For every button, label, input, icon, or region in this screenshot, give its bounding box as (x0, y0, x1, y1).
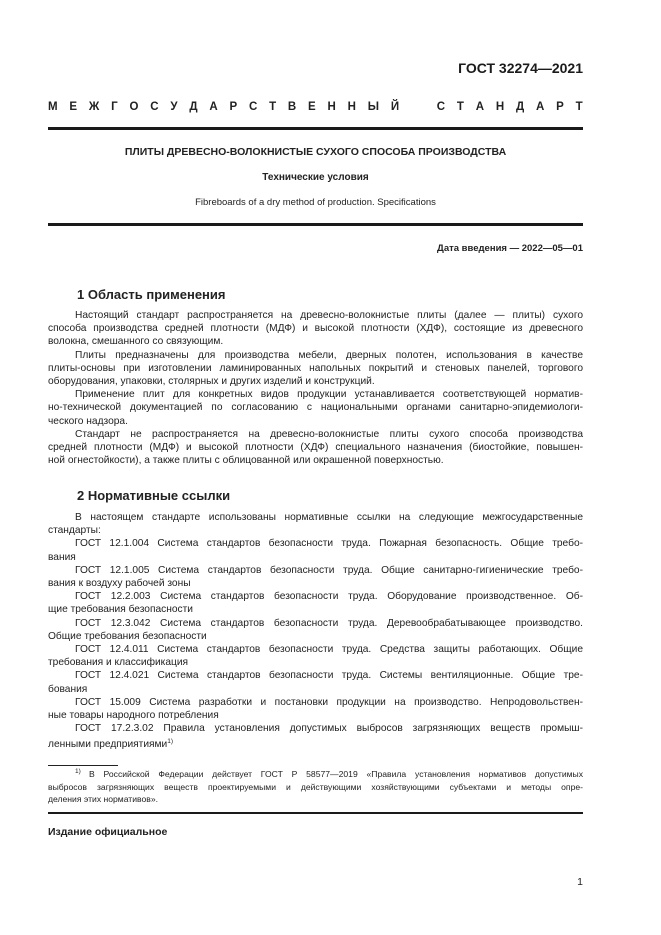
text-line: ной огнестойкости), а также плиты с облицованной или окрашенной поверхностью. (48, 455, 444, 467)
text-line: Общие требования безопасности (48, 630, 207, 642)
text-line: оборудования, упаковки, столярных и других изделий и конструкций. (48, 376, 375, 388)
standard-number: ГОСТ 32274—2021 (458, 60, 583, 76)
banner-letter: Ж (88, 101, 100, 113)
effective-date: Дата введения — 2022—05—01 (437, 243, 583, 254)
banner-letter: В (287, 101, 297, 113)
section-2-body (48, 511, 583, 752)
text-line: ГОСТ 12.2.003 Система стандартов безопасности труда. Оборудование производственное. Об- (75, 591, 583, 603)
section-1-body (48, 309, 583, 467)
banner-letter: Т (269, 101, 277, 113)
banner-letter: Д (189, 101, 198, 113)
text-line: способа производства средней плотности (МДФ) и высокой плотности (ХДФ), состоящие из древесного (48, 323, 583, 335)
banner-letter: Н (327, 101, 336, 113)
section-2-heading: 2 Нормативные ссылки (77, 488, 231, 503)
banner-letter: Ы (367, 101, 380, 113)
text-line: ные товары народного потребления (48, 710, 219, 722)
text-line: но-технической документацией по согласованию с национальными органами санитарно-эпидемиологи- (48, 402, 583, 414)
text-line: вания (48, 551, 76, 563)
text-line: требования и классификация (48, 657, 189, 669)
banner-letter: У (170, 101, 178, 113)
footnote-line: деления этих нормативов». (48, 794, 159, 805)
banner-letter: А (475, 101, 485, 113)
text-line: плиты-основы при изготовлении ламинированных напольных покрытий и стеновых панелей, торгового (48, 362, 583, 374)
text-line: ГОСТ 12.4.011 Система стандартов безопасности труда. Средства защиты работающих. Общие (75, 644, 583, 656)
text-line: волокна, смешанного со связующим. (48, 336, 224, 348)
text-line: Применение плит для конкретных видов продукции устанавливается соответствующей норматив- (75, 389, 583, 401)
banner-letter: Р (229, 101, 238, 113)
banner-letter: М (48, 101, 58, 113)
text-line: Плиты предназначены для производства мебели, дверных полотен, использования в качестве (75, 349, 583, 361)
text-line: вания к воздуху рабочей зоны (48, 578, 191, 590)
banner-letter: Н (495, 101, 505, 113)
text-line: щие требования безопасности (48, 604, 193, 616)
text-line: ГОСТ 12.1.004 Система стандартов безопасности труда. Пожарная безопасность. Общие требо- (75, 538, 583, 550)
banner-letter: С (150, 101, 159, 113)
text-line: ГОСТ 17.2.3.02 Правила установления допустимых выбросов загрязняющих веществ промыш- (75, 723, 583, 735)
footer-rule (48, 812, 583, 814)
footnote-marker: 1) (75, 768, 89, 775)
banner-letter: Н (347, 101, 356, 113)
text-line: ГОСТ 12.3.042 Система стандартов безопасности труда. Деревообрабатывающее производство. (75, 617, 583, 629)
banner-letter: С (436, 101, 446, 113)
footnote (48, 766, 583, 806)
edition-label: Издание официальное (48, 826, 168, 838)
text-line: ГОСТ 12.4.021 Система стандартов безопасности труда. Системы вентиляционные. Общие тре- (75, 670, 583, 682)
banner (48, 101, 583, 113)
banner-letter: Й (390, 101, 400, 113)
top-rule (48, 127, 583, 130)
text-line: ческого надзора. (48, 415, 128, 427)
text-line: Настоящий стандарт распространяется на древесно-волокнистые плиты (далее — плиты) сухого (75, 310, 583, 321)
text-line: Стандарт не распространяется на древесно-волокнистые плиты сухого способа производства (75, 428, 583, 440)
doc-title-english: Fibreboards of a dry method of production. Specifications (195, 197, 436, 208)
banner-letter: Т (456, 101, 464, 113)
banner-letter: Г (111, 101, 118, 113)
title-rule (48, 223, 583, 226)
doc-title: ПЛИТЫ ДРЕВЕСНО-ВОЛОКНИСТЫЕ СУХОГО СПОСОБА ПРОИЗВОДСТВА (124, 146, 507, 158)
text-line: стандарты: (48, 525, 101, 537)
footnote-line: $^{1)}$ В Российской Федерации действует ГОСТ Р 58577—2019 «Правила установления нормативов допустимых (75, 768, 583, 779)
section-1-heading: 1 Область применения (77, 287, 226, 302)
text-line: средней плотности (МДФ) и высокой плотности (ХДФ) специального назначения (биостойкие, повышен- (48, 442, 583, 454)
banner-letter: Д (515, 101, 525, 113)
footnote-line: выбросов загрязняющих веществ проектируемыми и действующими хозяйствующими субъектами и методы опре- (48, 781, 583, 792)
doc-subtitle: Технические условия (262, 172, 369, 183)
footnote-ref[interactable]: 1) (167, 738, 174, 746)
banner-letter: Е (308, 101, 316, 113)
text-line: ленными предприятиями$^{1)}$ (48, 738, 174, 751)
text-line: В настоящем стандарте использованы нормативные ссылки на следующие межгосударственные (75, 512, 583, 523)
page-number: 1 (577, 876, 583, 888)
banner-letter: О (129, 101, 139, 113)
text-line: ГОСТ 12.1.005 Система стандартов безопасности труда. Общие санитарно-гигиенические требо- (75, 564, 583, 576)
banner-letter: А (535, 101, 545, 113)
banner-letter: А (209, 101, 218, 113)
text-line: ГОСТ 15.009 Система разработки и постановки продукции на производство. Непродовольствен- (75, 696, 583, 708)
banner-letter: Т (575, 101, 583, 113)
banner-letter: Р (556, 101, 564, 113)
banner-letter: С (248, 101, 258, 113)
banner-letter: Е (69, 101, 78, 113)
text-line: бования (48, 683, 88, 695)
